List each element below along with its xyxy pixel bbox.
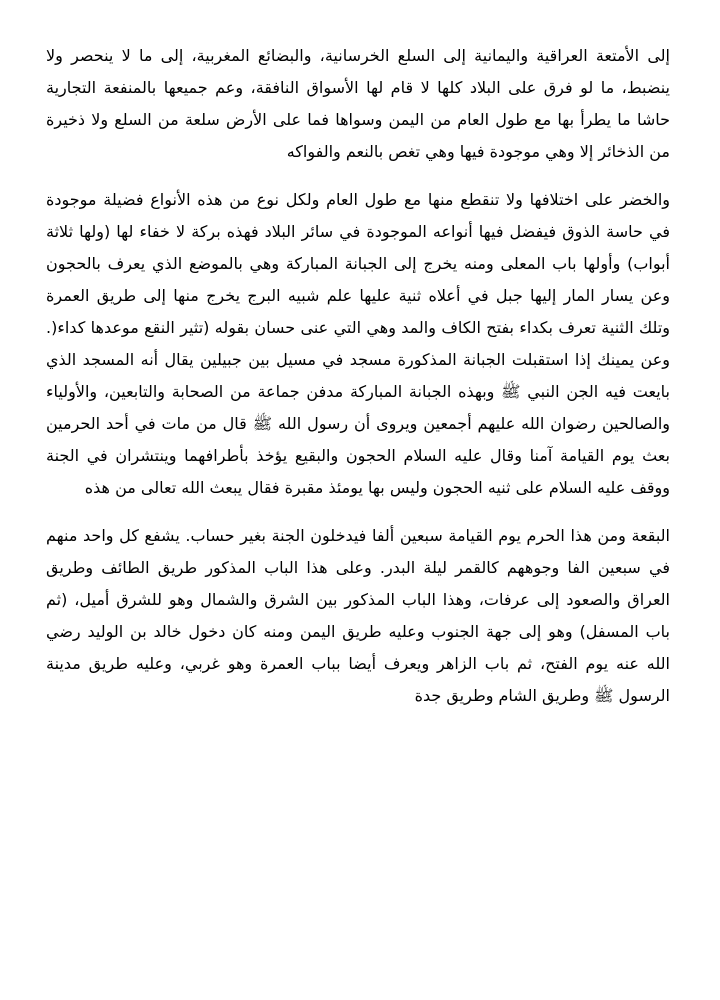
paragraph-3: البقعة ومن هذا الحرم يوم القيامة سبعين ألفا فيدخلون الجنة بغير حساب. يشفع كل واحد منهم في سبعين الفا وجوههم كالقمر ليلة البدر. وعلى هذا الباب المذكور طريق الطائف وطريق العراق والصعود إلى عرفات، وهذا الباب المذكور بين الشرق والشمال وهو للشرق أميل، (ثم باب المسفل) وهو إلى جهة الجنوب وعليه طريق اليمن ومنه كان دخول خالد بن الوليد رضي الله عنه يوم الفتح، ثم باب الزاهر ويعرف أيضا بباب العمرة وهو غربي، وعليه طريق مدينة الرسول ﷺ وطريق الشام وطريق جدة	[46, 526, 670, 705]
paragraph-1: إلى الأمتعة العراقية واليمانية إلى السلع الخرسانية، والبضائع المغربية، إلى ما لا ينحصر ولا ينضبط، ما لو فرق على البلاد كلها لا قام لها الأسواق النافقة، وعم جميعها بالمنفعة التجارية حاشا ما يطرأ بها مع طول العام من اليمن وسواها فما على الأرض سلعة من السلع ولا ذخيرة من الذخائر إلا وهي موجودة فيها وهي تغص بالنعم والفواكه	[46, 46, 670, 161]
paragraph-2: والخضر على اختلافها ولا تنقطع منها مع طول العام ولكل نوع من هذه الأنواع فضيلة موجودة في حاسة الذوق فيفضل فيها أنواعه الموجودة في سائر البلاد فهذه بركة لا خفاء لها (ولها ثلاثة أبواب) وأولها باب المعلى ومنه يخرج إلى الجبانة المباركة وهي بالموضع الذي يعرف بالحجون وعن يسار المار إليها جبل في أعلاه ثنية عليها علم شبيه البرج يخرج منها إلى طريق العمرة وتلك الثنية تعرف بكداء بفتح الكاف والمد وهي التي عنى حسان بقوله (تثير النقع موعدها كداء(. وعن يمينك إذا استقبلت الجبانة المذكورة مسجد في مسيل بين جبيلين يقال أنه المسجد الذي بايعت فيه الجن النبي ﷺ وبهذه الجبانة المباركة مدفن جماعة من الصحابة والتابعين، والأولياء والصالحين رضوان الله عليهم أجمعين ويروى أن رسول الله ﷺ قال من مات في أحد الحرمين بعث يوم القيامة آمنا وقال عليه السلام الحجون والبقيع يؤخذ بأطرافهما وينتشران في الجنة ووقف عليه السلام على ثنيه الحجون وليس بها يومئذ مقبرة فقال يبعث الله تعالى من هذه	[46, 190, 670, 497]
